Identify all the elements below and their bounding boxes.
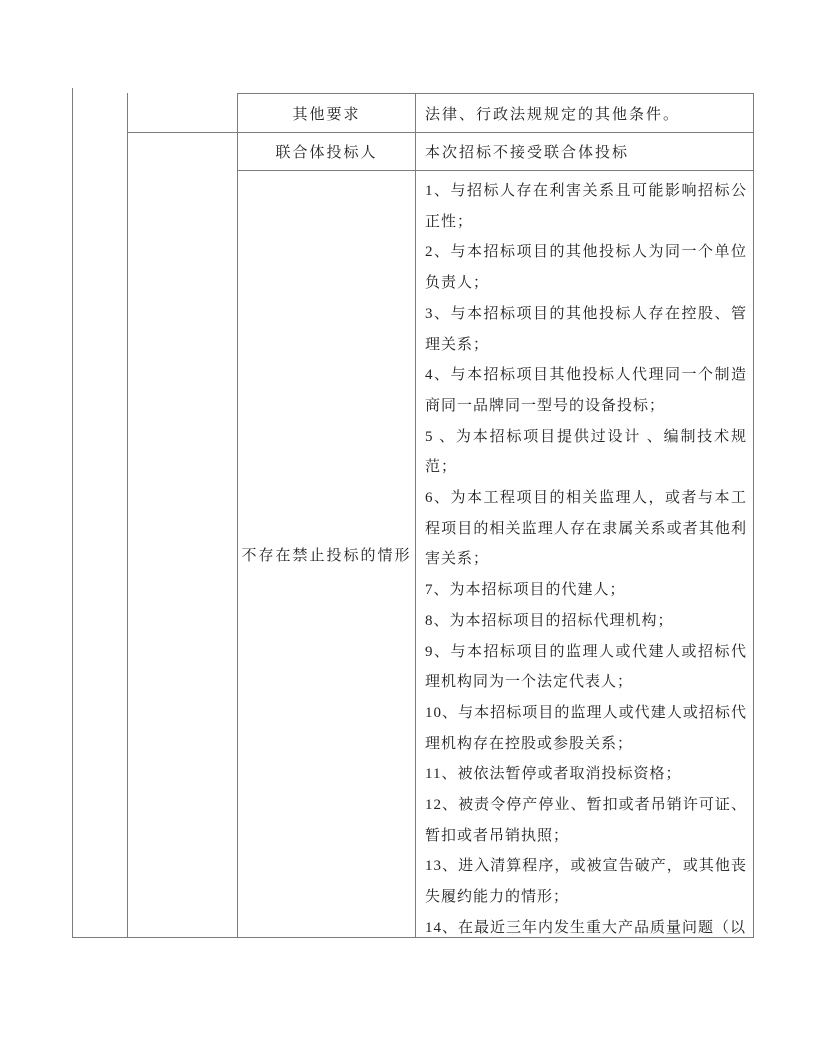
consortium-bidder-label: 联合体投标人 (275, 145, 378, 161)
table-border-right (753, 93, 754, 937)
table-border-col1-col2 (127, 93, 128, 937)
prohibition-item: 3、与本招标项目的其他投标人存在控股、管理关系； (425, 305, 747, 353)
prohibition-item: 2、与本招标项目的其他投标人为同一个单位负责人； (425, 244, 747, 292)
prohibition-item: 6、为本工程项目的相关监理人，或者与本工程项目的相关监理人存在隶属关系或者其他利害关系； (425, 490, 747, 568)
no-prohibited-bidding-items (416, 171, 753, 937)
prohibition-item: 10、与本招标项目的监理人或代建人或招标代理机构存在控股或参股关系； (425, 704, 747, 752)
no-prohibited-bidding-label: 不存在禁止投标的情形 (241, 547, 412, 564)
prohibition-item: 4、与本招标项目其他投标人代理同一个制造商同一品牌同一型号的设备投标； (425, 367, 747, 414)
prohibition-item: 1、与招标人存在利害关系且可能影响招标公正性； (425, 183, 747, 230)
prohibition-item: 8、为本招标项目的招标代理机构； (425, 612, 674, 629)
consortium-bidder-content: 本次招标不接受联合体投标 (425, 145, 630, 161)
prohibition-item: 14、在最近三年内发生重大产品质量问题（以 (425, 919, 747, 936)
prohibition-item: 13、进入清算程序，或被宣告破产，或其他丧失履约能力的情形； (425, 858, 747, 906)
other-requirements-label: 其他要求 (292, 106, 361, 123)
prohibition-item: 11、被依法暂停或者取消投标资格； (425, 766, 682, 783)
table-border-left (72, 88, 73, 937)
prohibition-item: 5 、为本招标项目提供过设计 、编制技术规范； (425, 428, 747, 476)
prohibition-item: 9、与本招标项目的监理人或代建人或招标代理机构同为一个法定代表人； (425, 643, 747, 691)
prohibition-item: 7、为本招标项目的代建人； (425, 582, 626, 599)
prohibition-item: 12、被责令停产停业、暂扣或者吊销许可证、暂扣或者吊销执照； (425, 797, 747, 844)
other-requirements-content: 法律、行政法规规定的其他条件。 (425, 106, 681, 123)
